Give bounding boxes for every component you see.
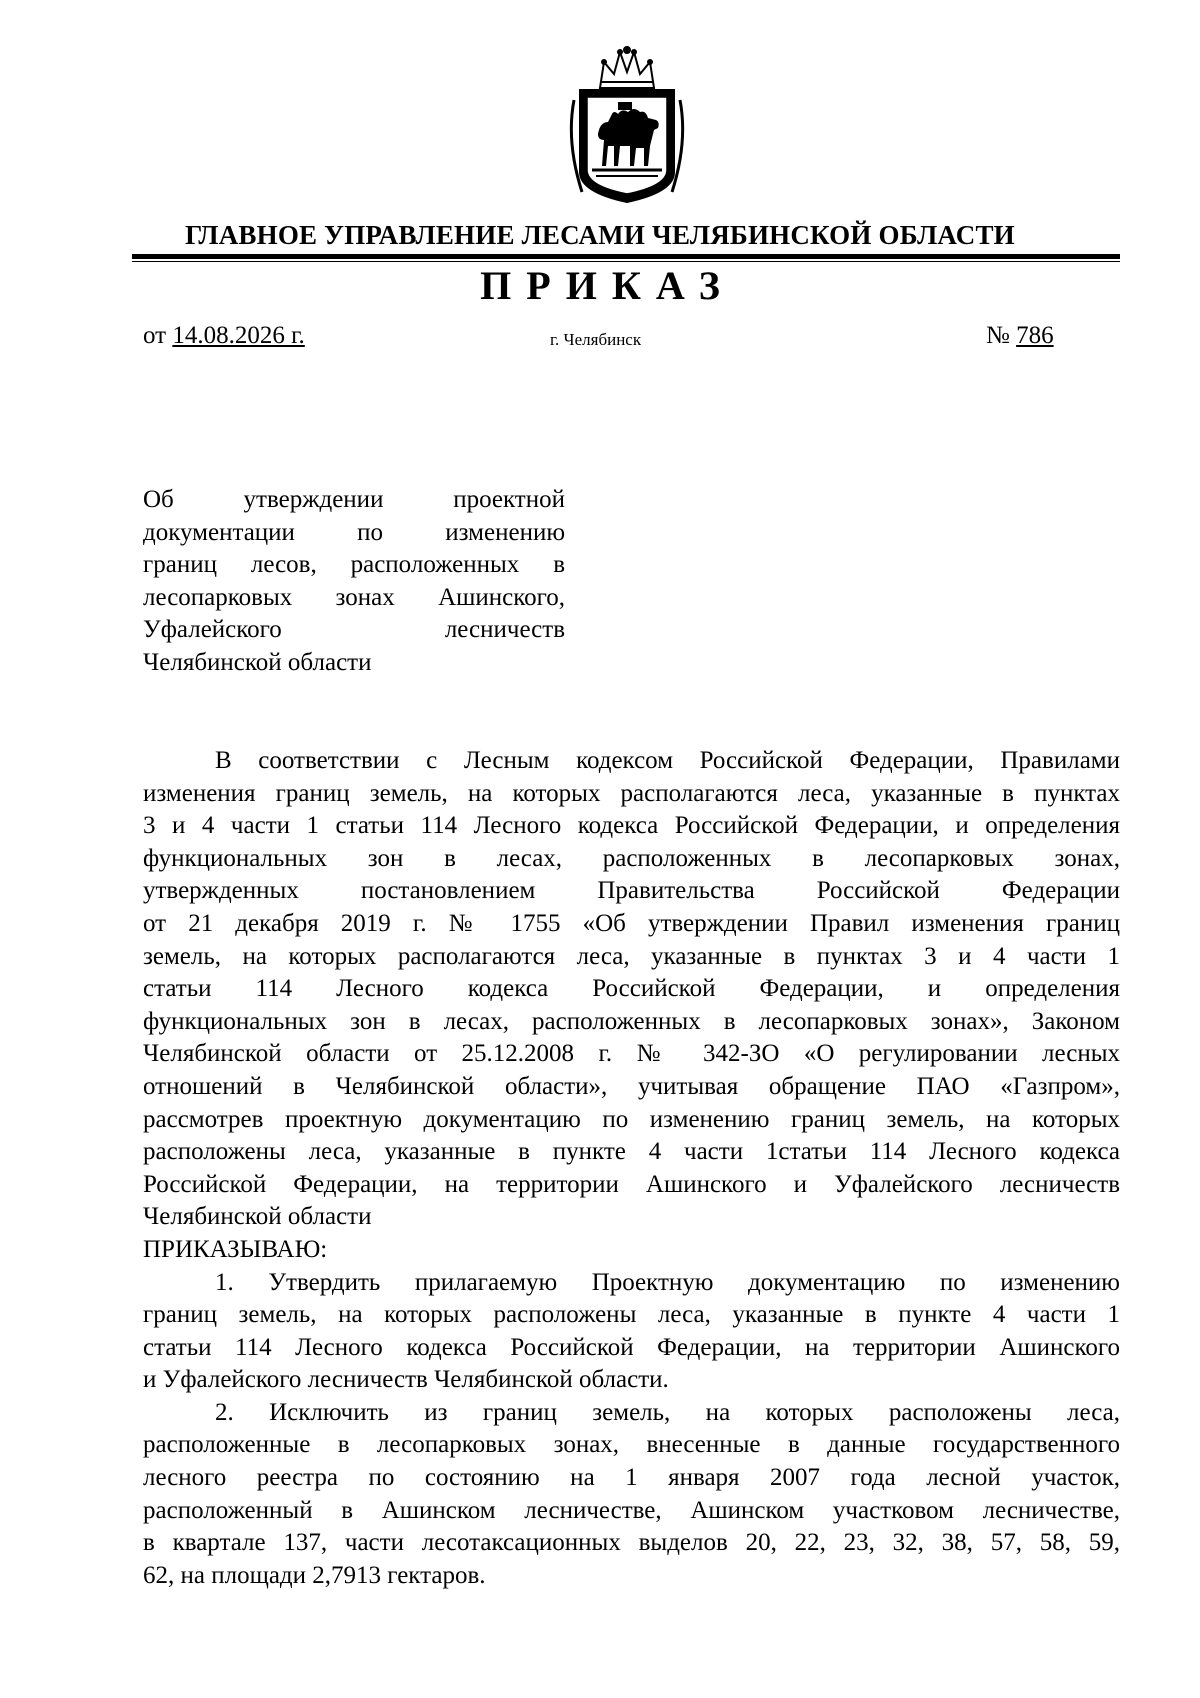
clause-2-line: в квартале 137, части лесотаксационных выделов 20, 22, 23, 32, 38, 57, 58, 59, (143, 1529, 1120, 1557)
clause-2-line: расположенные в лесопарковых зонах, внесенные в данные государственного (143, 1431, 1120, 1459)
preamble-line: В соответствии с Лесным кодексом Российской Федерации, Правилами (215, 747, 1120, 774)
title-line: лесопарковых зонах Ашинского, (143, 583, 565, 611)
date-prefix: от (143, 322, 173, 349)
title-line: Уфалейского лесничеств (143, 616, 565, 644)
preamble-line: рассмотрев проектную документацию по изменению границ земель, на которых (143, 1105, 1120, 1133)
order-keyword: ПРИКАЗЫВАЮ: (143, 1235, 328, 1263)
preamble-line: земель, на которых располагаются леса, указанные в пунктах 3 и 4 части 1 (143, 942, 1120, 970)
clause-2-line: лесного реестра по состоянию на 1 января 2007 года лесной участок, (143, 1464, 1120, 1492)
document-type: ПРИКАЗ (480, 263, 735, 308)
clause-2-line: 2. Исключить из границ земель, на которых расположены леса, (215, 1398, 1120, 1426)
organization-name: ГЛАВНОЕ УПРАВЛЕНИЕ ЛЕСАМИ ЧЕЛЯБИНСКОЙ ОБЛАСТИ (185, 220, 1015, 250)
clause-1-line: статьи 114 Лесного кодекса Российской Федерации, на территории Ашинского (143, 1333, 1120, 1361)
preamble-line: от 21 декабря 2019 г. № 1755 «Об утверждении Правил изменения границ (143, 909, 1120, 937)
title-line: документации по изменению (143, 518, 565, 546)
clause-1-line: и Уфалейского лесничеств Челябинской области. (143, 1366, 669, 1394)
preamble-line: функциональных зон в лесах, расположенных в лесопарковых зонах, (143, 844, 1120, 872)
title-line: Челябинской области (143, 648, 372, 676)
document-date (143, 322, 305, 350)
number-prefix: № (986, 322, 1017, 349)
preamble-line: функциональных зон в лесах, расположенных в лесопарковых зонах», Законом (143, 1007, 1120, 1035)
document-title (143, 484, 565, 680)
preamble-line: отношений в Челябинской области», учитывая обращение ПАО «Газпром», (143, 1072, 1120, 1100)
preamble-line: Челябинской области (143, 1203, 372, 1231)
clause-1-line: границ земель, на которых расположены леса, указанные в пункте 4 части 1 (143, 1301, 1120, 1329)
preamble-line: Российской Федерации, на территории Ашинского и Уфалейского лесничеств (143, 1170, 1120, 1198)
date-value: 14.08.2026 г. (172, 322, 305, 349)
document-city: г. Челябинск (550, 330, 642, 349)
header-rule-thick (132, 254, 1120, 259)
preamble-line: статьи 114 Лесного кодекса Российской Федерации, и определения (143, 975, 1120, 1003)
title-line: границ лесов, расположенных в (143, 551, 565, 579)
preamble-line: изменения границ земель, на которых располагаются леса, указанные в пунктах (143, 779, 1120, 807)
clause-2-line: расположенный в Ашинском лесничестве, Ашинском участковом лесничестве, (143, 1496, 1120, 1524)
coat-of-arms-icon (560, 42, 694, 206)
title-line: Об утверждении проектной (143, 486, 565, 513)
clause-2-line: 62, на площади 2,7913 гектаров. (143, 1561, 486, 1589)
preamble-line: 3 и 4 части 1 статьи 114 Лесного кодекса Российской Федерации, и определения (143, 812, 1120, 840)
preamble-line: расположены леса, указанные в пункте 4 части 1статьи 114 Лесного кодекса (143, 1138, 1120, 1166)
document-number (986, 322, 1054, 350)
crown-icon (600, 47, 654, 88)
preamble-line: Челябинской области от 25.12.2008 г. № 342-ЗО «О регулировании лесных (143, 1040, 1120, 1068)
clause-1-line: 1. Утвердить прилагаемую Проектную документацию по изменению (215, 1268, 1120, 1296)
document-body (143, 745, 1120, 1592)
number-value: 786 (1016, 322, 1054, 349)
preamble-line: утвержденных постановлением Правительства Российской Федерации (143, 877, 1120, 905)
